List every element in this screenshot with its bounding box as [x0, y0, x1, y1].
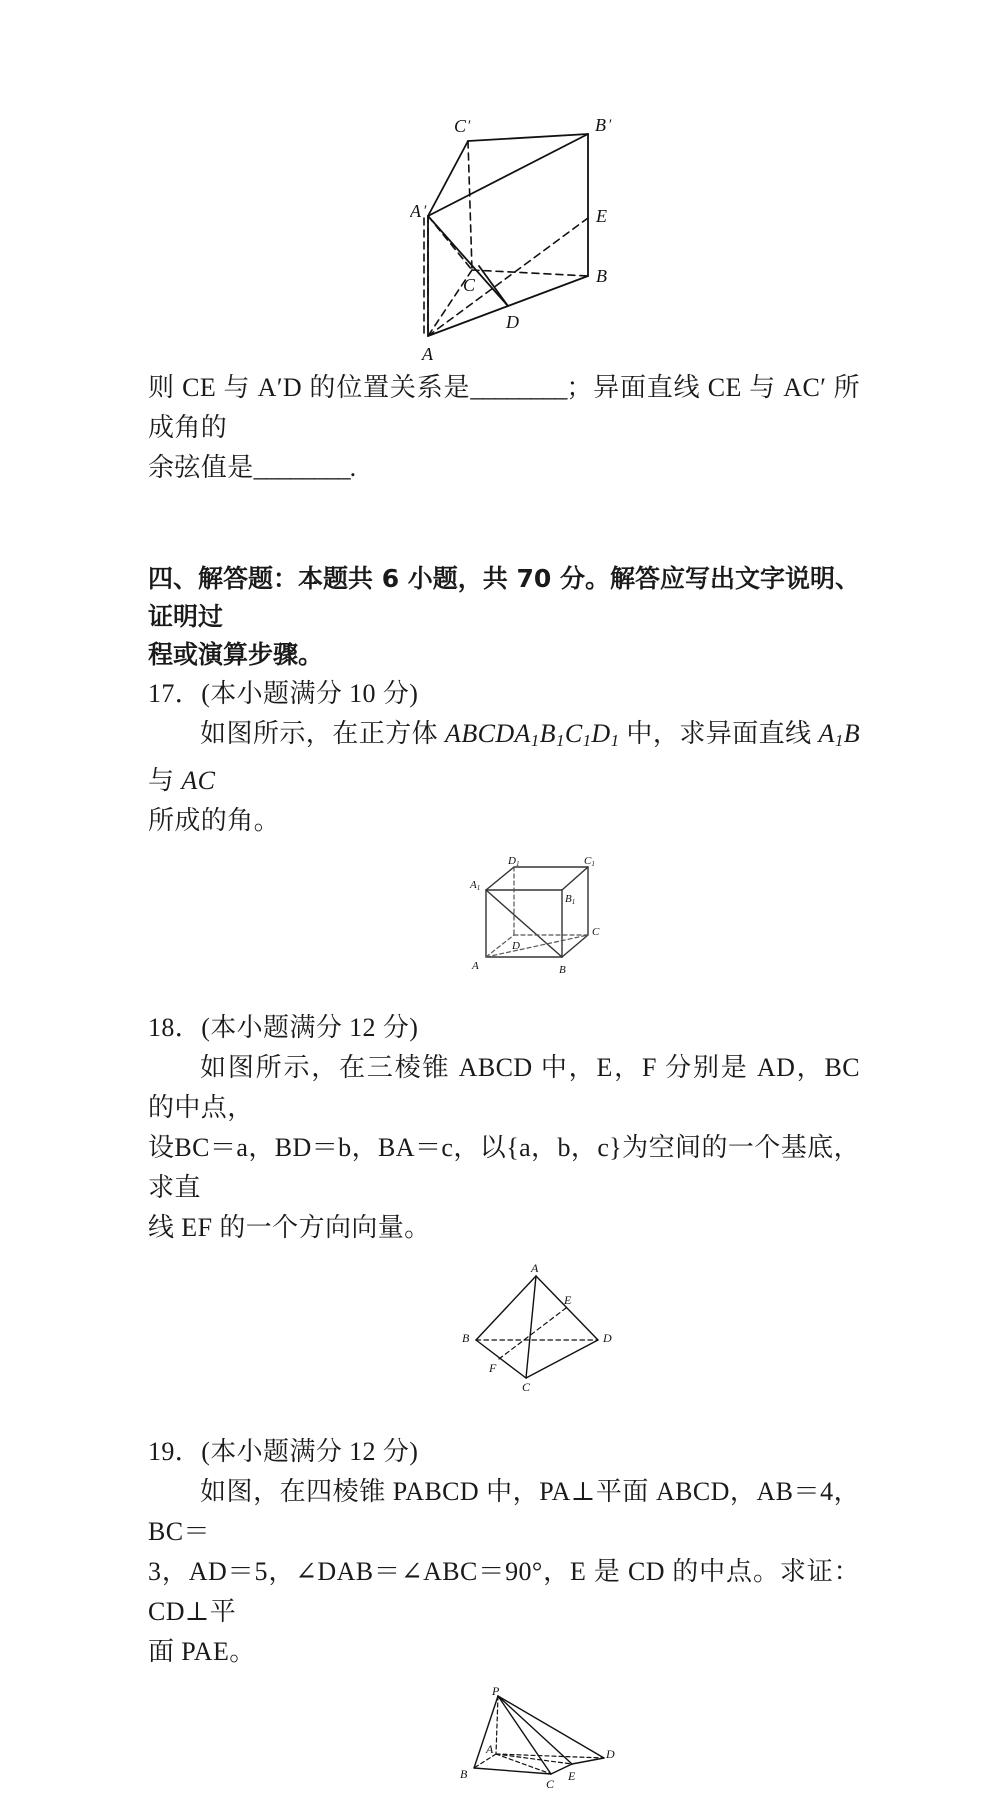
fill-in-line1-prefix: 则 CE 与 A′D 的位置关系是: [148, 373, 471, 402]
prism-label-c: C: [463, 275, 476, 295]
tetra-label-e: E: [564, 1293, 572, 1308]
fill-in-line2-prefix: 余弦值是: [148, 453, 254, 482]
cube-label-b: B: [559, 964, 566, 977]
answer-blank-2[interactable]: ________: [253, 453, 350, 482]
problem-17-line-a1b: $A_1B$: [818, 719, 860, 751]
problem-17-mid: 中，求异面直线: [619, 719, 819, 748]
prism-label-b: B: [596, 266, 607, 286]
cube-label-b1: B1: [565, 893, 576, 907]
problem-18-body-line3: 线 EF 的一个方向向量。: [148, 1213, 431, 1243]
problem-17-line-ac: AC: [181, 766, 216, 796]
problem-17-header: [148, 674, 860, 714]
problem-17-lead: 如图所示，在正方体: [200, 719, 446, 748]
fill-in-line2-suffix: .: [349, 453, 357, 482]
prism-label-a-prime: A: [410, 201, 421, 221]
problem-19-number: 19．: [148, 1437, 202, 1467]
cube-label-a: A: [472, 960, 479, 973]
problem-19-body-line3: 面 PAE。: [148, 1637, 256, 1667]
tetra-label-c: C: [522, 1380, 531, 1393]
problem-19-score: (本小题满分 12 分): [201, 1437, 419, 1467]
fill-in-question: [148, 368, 860, 488]
problem-18-score: (本小题满分 12 分): [201, 1013, 419, 1043]
cube-label-a1: A1: [470, 879, 481, 893]
cube-label-d: D: [512, 940, 520, 953]
pyr-label-d: D: [606, 1747, 615, 1762]
prism-label-b-prime-mark: ′: [608, 118, 612, 133]
problem-17-tail: 所成的角。: [148, 806, 281, 836]
section-heading: [148, 560, 860, 674]
prism-label-c-prime-mark: ′: [467, 118, 471, 134]
problem-17-solid-name: $ABCDA_1B_1C_1D_1$: [445, 719, 620, 751]
tetra-label-d: D: [603, 1331, 612, 1346]
problem-19-body-line1: 如图，在四棱锥 PABCD 中，PA⊥平面 ABCD，AB＝4，BC＝: [148, 1477, 860, 1547]
cube-label-d1: D1: [508, 855, 520, 869]
prism-label-a: A: [422, 344, 433, 364]
prism-label-a-prime-mark: ′: [423, 203, 427, 219]
cube-label-c1: C1: [584, 855, 595, 869]
problem-18-body-line1: 如图所示，在三棱锥 ABCD 中，E，F 分别是 AD，BC 的中点，: [148, 1053, 860, 1123]
cube-label-c: C: [592, 926, 600, 939]
problem-18-header: [148, 1008, 860, 1048]
pyr-label-c: C: [546, 1777, 555, 1792]
pyr-label-e: E: [568, 1769, 576, 1784]
tetra-label-a: A: [531, 1262, 539, 1276]
pyr-label-b: B: [460, 1767, 468, 1782]
pyr-label-p: P: [492, 1686, 500, 1699]
problem-18-number: 18．: [148, 1013, 202, 1043]
pyr-label-a: A: [486, 1742, 494, 1757]
prism-label-d: D: [506, 312, 519, 332]
problem-17-body: [148, 714, 860, 841]
tetrahedron-diagram: [458, 1262, 618, 1392]
spacer-before-section: [148, 488, 860, 560]
answer-blank-1[interactable]: ________: [470, 373, 567, 402]
prism-label-b-prime: B: [595, 118, 606, 135]
spacer-17-18: [148, 980, 860, 1008]
section-heading-line1: 四、解答题：本题共 6 小题，共 70 分。解答应写出文字说明、证明过: [148, 564, 861, 631]
problem-17-conj: 与: [148, 766, 182, 796]
problem-17-score: (本小题满分 10 分): [201, 679, 419, 708]
cube-diagram: [466, 855, 616, 980]
problem-19-header: [148, 1432, 860, 1472]
section-heading-line2: 程或演算步骤。: [148, 640, 324, 669]
spacer-18-19: [148, 1392, 860, 1432]
problem-17-number: 17．: [148, 679, 202, 708]
prism-label-e: E: [596, 206, 607, 226]
oblique-prism-diagram: [410, 118, 650, 368]
page-content: [148, 0, 860, 1811]
tetra-label-f: F: [489, 1361, 497, 1376]
pyramid-diagram: [456, 1686, 616, 1811]
fill-in-line1-mid: ；异面直线 CE 与 AC′ 所成角的: [148, 373, 860, 442]
prism-label-c-prime: C: [454, 118, 467, 136]
problem-19-body-line2: 3，AD＝5，∠DAB＝∠ABC＝90°，E 是 CD 的中点。求证：CD⊥平: [148, 1557, 860, 1627]
problem-18-body-line2: 设BC＝a，BD＝b，BA＝c，以{a，b，c}为空间的一个基底，求直: [148, 1133, 860, 1203]
tetra-label-b: B: [462, 1331, 470, 1346]
